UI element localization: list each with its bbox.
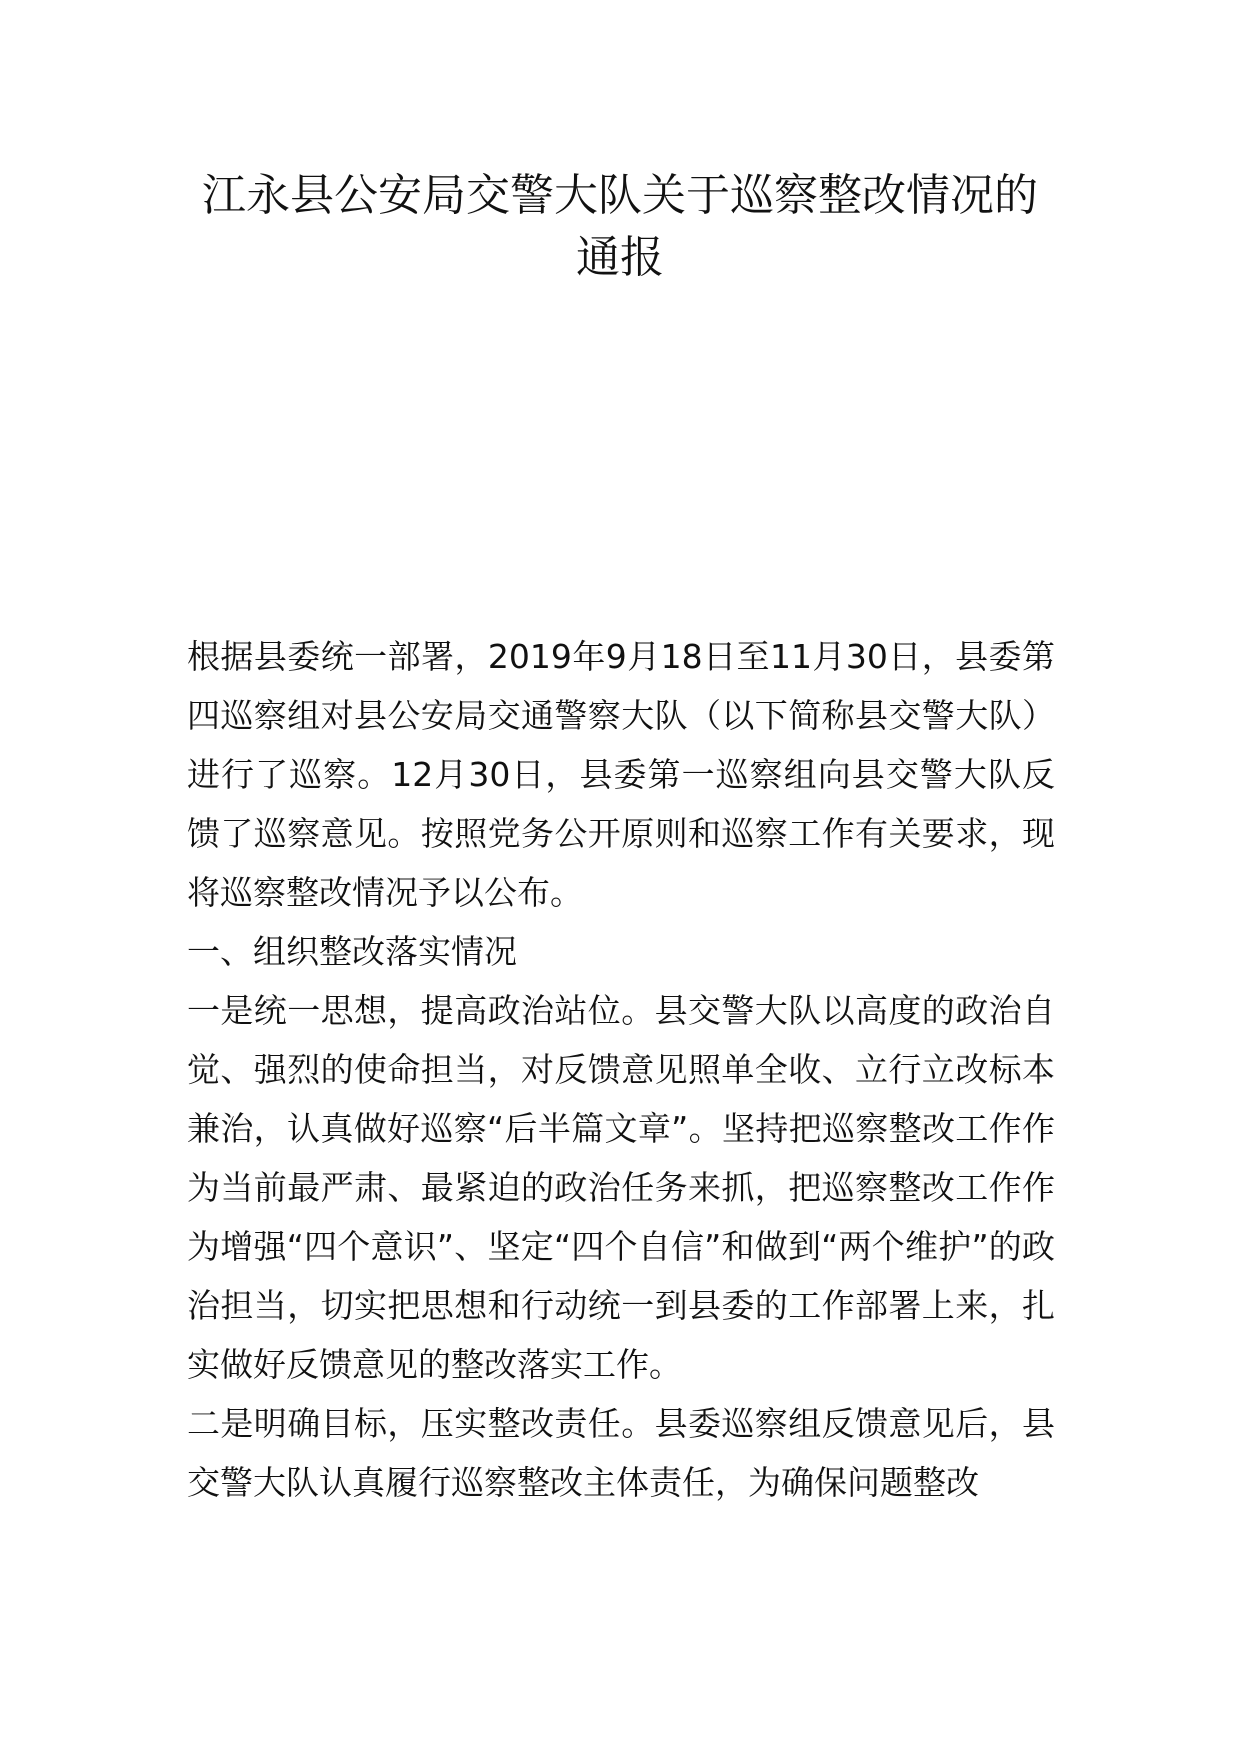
document-title: 江永县公安局交警大队关于巡察整改情况的通报 <box>202 170 1038 283</box>
body-paragraph-point-1: 一是统一思想，提高政治站位。县交警大队以高度的政治自觉、强烈的使命担当，对反馈意见照单全收、立行立改标本兼治，认真做好巡察“后半篇文章”。坚持把巡察整改工作作为当前最严肃、最紧迫的政治任务来抓，把巡察整改工作作为增强“四个意识”、坚定“四个自信”和做到“两个维护”的政治担当，切实把思想和行动统一到县委的工作部署上来，扎实做好反馈意见的整改落实工作。 <box>187 991 1055 1384</box>
section-heading-1: 一、组织整改落实情况 <box>187 932 517 971</box>
body-paragraph-intro: 根据县委统一部署，2019年9月18日至11月30日，县委第四巡察组对县公安局交通警察大队（以下简称县交警大队）进行了巡察。12月30日，县委第一巡察组向县交警大队反馈了巡察意见。按照党务公开原则和巡察工作有关要求，现将巡察整改情况予以公布。 <box>187 637 1055 912</box>
body-paragraph-point-2: 二是明确目标，压实整改责任。县委巡察组反馈意见后，县交警大队认真履行巡察整改主体责任，为确保问题整改 <box>187 1404 1055 1502</box>
document-body <box>187 627 1055 1512</box>
